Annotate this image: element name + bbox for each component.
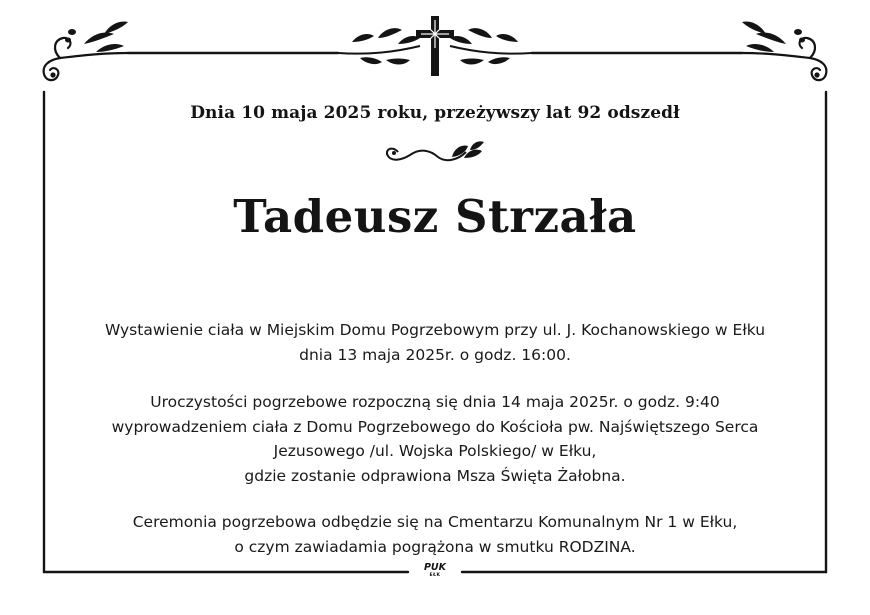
death-announcement-headline: Dnia 10 maja 2025 roku, przeżywszy lat 92 odszedł: [190, 103, 680, 123]
puk-logo: [416, 563, 454, 581]
burial-paragraph: [40, 510, 830, 559]
paragraph-line: Ceremonia pogrzebowa odbędzie się na Cmentarzu Komunalnym Nr 1 w Ełku,: [132, 513, 738, 531]
funeral-ceremony-paragraph: [40, 390, 830, 488]
paragraph-line: Wystawienie ciała w Miejskim Domu Pogrzebowym przy ul. J. Kochanowskiego w Ełku: [104, 321, 766, 339]
deceased-name: Tadeusz Strzała: [233, 190, 637, 243]
paragraph-line: wyprowadzeniem ciała z Domu Pogrzebowego do Kościoła pw. Najświętszego Serca: [111, 417, 759, 436]
viewing-paragraph: [40, 318, 830, 367]
laurel-branch-icon: [742, 22, 805, 53]
paragraph-line: o czym zawiadamia pogrążona w smutku RODZINA.: [234, 537, 636, 556]
flourish-icon: [387, 141, 484, 160]
paragraph-line: gdzie zostanie odprawiona Msza Święta Żałobna.: [244, 466, 626, 485]
paragraph-line: dnia 13 maja 2025r. o godz. 16:00.: [299, 345, 571, 364]
cross-icon: [416, 16, 454, 76]
paragraph-line: Uroczystości pogrzebowe rozpoczną się dnia 14 maja 2025r. o godz. 9:40: [150, 393, 720, 411]
logo-subtext: EŁK: [429, 573, 441, 578]
paragraph-line: Jezusowego /ul. Wojska Polskiego/ w Ełku,: [273, 442, 597, 460]
laurel-branch-icon: [65, 22, 128, 53]
logo-text: PUK: [423, 562, 447, 573]
